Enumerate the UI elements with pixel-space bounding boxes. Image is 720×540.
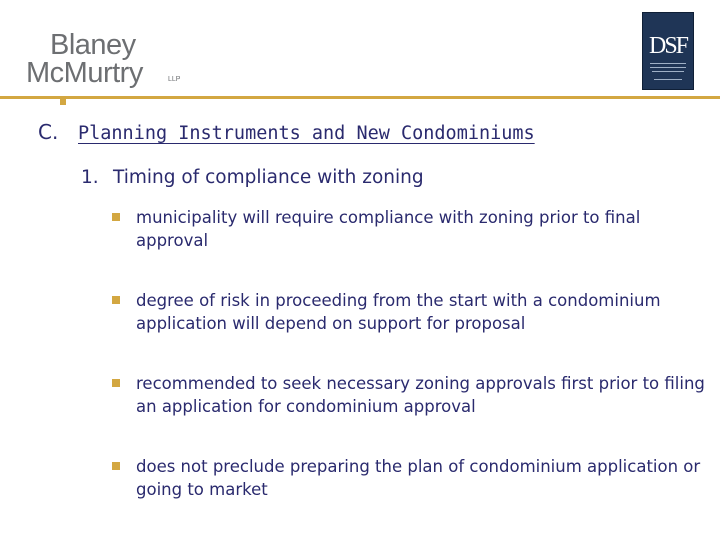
list-item [112,289,712,335]
svg-text:McMurtry: McMurtry [26,57,143,89]
list-item [112,372,712,418]
square-bullet-icon [112,213,120,221]
section-heading [38,120,535,144]
dsf-logo [642,12,694,90]
svg-text:LLP: LLP [168,76,181,83]
list-item [112,206,712,252]
blaney-mcmurtry-logo [26,30,196,92]
bullet-text: recommended to seek necessary zoning approvals first prior to filing an application for condominium approval [136,374,705,416]
square-bullet-icon [112,462,120,470]
section-title: Planning Instruments and New Condominiums [78,123,535,144]
bullet-list [112,206,712,538]
svg-text:DSF: DSF [648,33,688,59]
svg-text:Blaney: Blaney [50,30,136,61]
subsection-title: Timing of compliance with zoning [113,167,424,188]
bullet-text: does not preclude preparing the plan of condominium application or going to market [136,457,701,499]
header-divider [0,96,720,99]
bullet-text: degree of risk in proceeding from the start with a condominium application will depend on support for proposal [136,291,661,333]
square-bullet-icon [112,296,120,304]
bullet-text: municipality will require compliance with zoning prior to final approval [136,208,641,250]
divider-notch [60,99,66,105]
section-number: C. [38,120,59,144]
square-bullet-icon [112,379,120,387]
subsection-heading [81,167,424,188]
list-item [112,455,712,501]
subsection-number: 1. [81,167,99,188]
